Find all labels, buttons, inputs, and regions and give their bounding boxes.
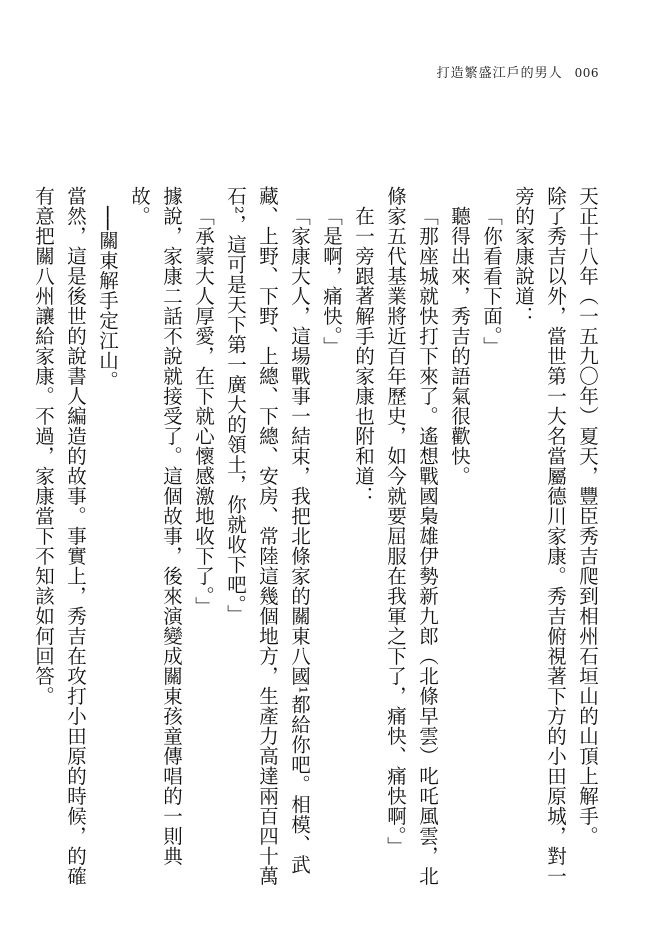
dialogue-line: 「承蒙大人厚愛，在下就心懷感激地收下了。」 — [192, 205, 215, 616]
paragraph: 據說，家康二話不說就接受了。這個故事，後來演變成關東孩童傳唱的一則典故。 — [128, 186, 183, 866]
page-number: 006 — [574, 66, 599, 80]
dialogue-line: 「是啊，痛快。」 — [320, 205, 343, 356]
dialogue-line: 「家康大人，這場戰事一結束，我把北條家的關東八國¹都給你吧。相模、武藏、上野、下野、上總、下總、安房、常陸這幾個地方，生產力高達兩百四十萬石²，這可是天下第一廣大的領土，你就收下吧。」 — [224, 186, 311, 886]
vertical-body-text — [27, 186, 603, 886]
paragraph: 天正十八年（一五九〇年）夏天，豐臣秀吉爬到相州石垣山的山頂上解手。 — [576, 186, 599, 846]
book-title: 打造繁盛江戶的男人 — [436, 66, 563, 81]
dialogue-line: 「那座城就快打下來了。遙想戰國梟雄伊勢新九郎（北條早雲）叱吒風雲，北條家五代基業將近百年歷史，如今就要屈服在我軍之下了，痛快、痛快啊。」 — [384, 186, 439, 886]
paragraph: 在一旁跟著解手的家康也附和道： — [352, 205, 375, 506]
running-header — [437, 62, 599, 81]
paragraph: 當然，這是後世的說書人編造的故事。事實上，秀吉在攻打小田原的時候，的確有意把關八州讓給家康。不過，家康當下不知該如何回答。 — [32, 186, 87, 886]
paragraph: 聽得出來，秀吉的語氣很歡快。 — [448, 205, 471, 486]
paragraph: 除了秀吉以外，當世第一大名當屬德川家康。秀吉俯視著下方的小田原城，對一旁的家康說道： — [512, 186, 567, 886]
quote-line: ──關東解手定江山。 — [96, 205, 119, 390]
dialogue-line: 「你看看下面。」 — [480, 205, 503, 356]
